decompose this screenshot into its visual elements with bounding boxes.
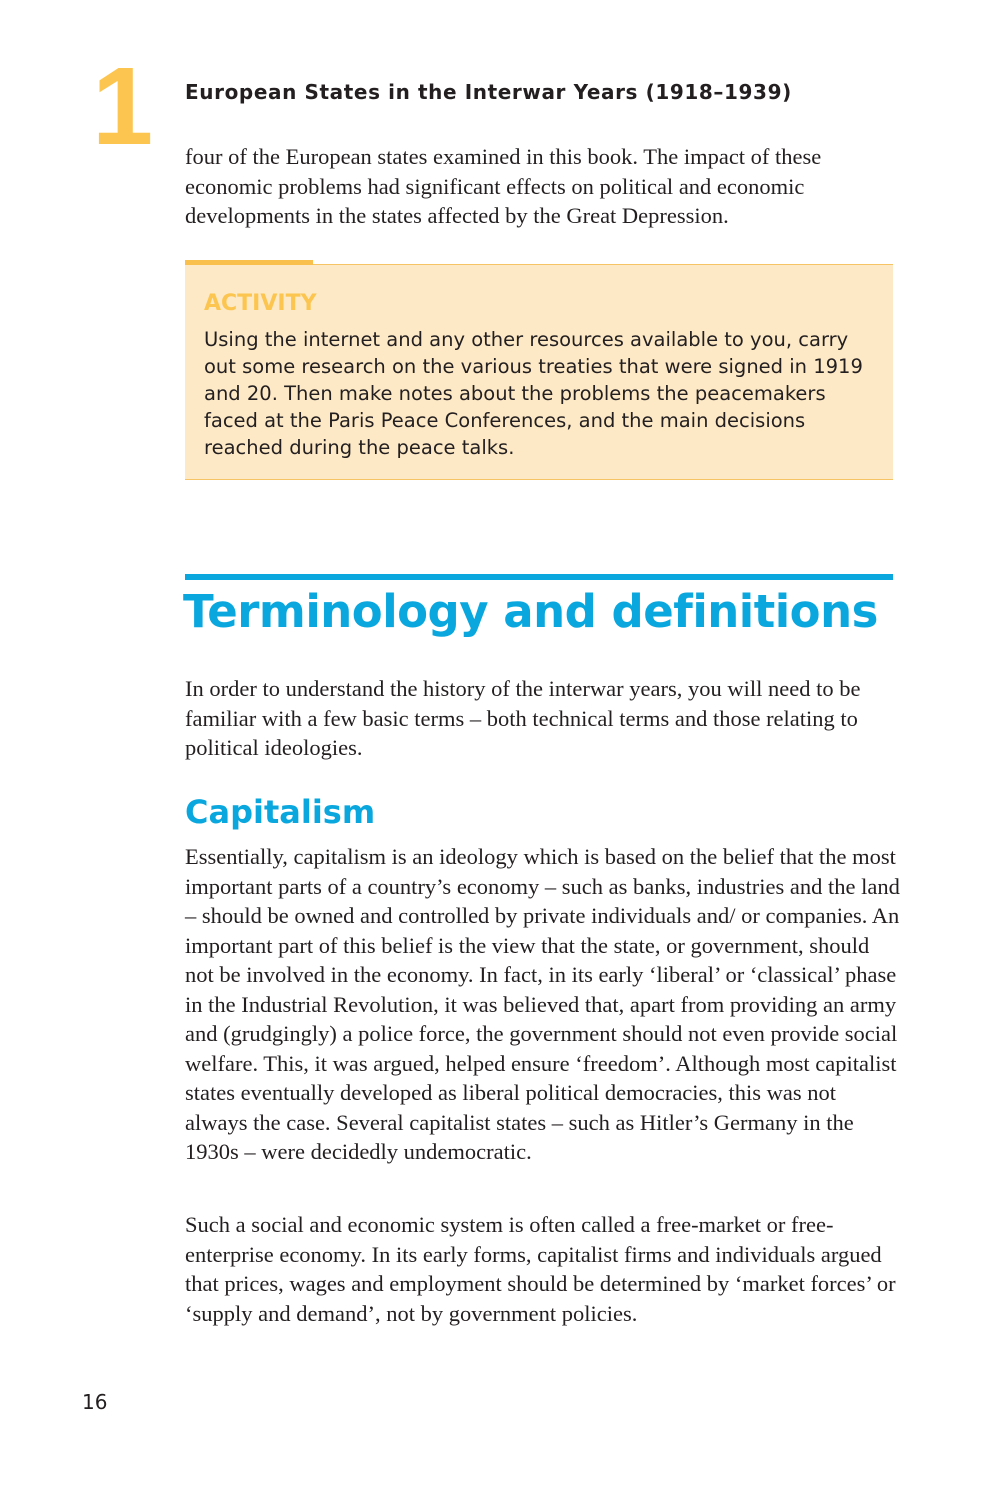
activity-tab-accent [185,260,313,265]
section-paragraph: In order to understand the history of the interwar years, you will need to be familiar with a few basic terms – both technical terms and those relating to political ideologies. [185,676,861,760]
capitalism-paragraph-2: Such a social and economic system is often called a free-market or free-enterprise economy. In its early forms, capitalist firms and individuals argued that prices, wages and employment should be determined by ‘market forces’ or ‘supply and demand’, not by government policies. [185,1212,896,1326]
activity-text: Using the internet and any other resources available to you, carry out some research on the various treaties that were signed in 1919 and 20. Then make notes about the problems the peacemakers faced at the Paris Peace Conferences, and the main decisions reached during the peace talks. [204,328,863,459]
page-number: 16 [82,1390,108,1414]
subsection-title-capitalism: Capitalism [185,793,376,831]
running-head: European States in the Interwar Years (1918–1939) [185,80,792,104]
chapter-number: 1 [92,45,154,168]
activity-box [185,264,893,480]
section-title: Terminology and definitions [183,585,878,638]
activity-label: ACTIVITY [204,291,317,316]
intro-paragraph: four of the European states examined in this book. The impact of these economic problems had significant effects on political and economic developments in the states affected by the Great Depression. [185,144,822,228]
capitalism-paragraph-1: Essentially, capitalism is an ideology which is based on the belief that the most important parts of a country’s economy – such as banks, industries and the land – should be owned and controlled by private individuals and/ or companies. An important part of this belief is the view that the state, or government, should not be involved in the economy. In fact, in its early ‘liberal’ or ‘classical’ phase in the Industrial Revolution, it was believed that, apart from providing an army and (grudgingly) a police force, the government should not even provide social welfare. This, it was argued, helped ensure ‘freedom’. Although most capitalist states eventually developed as liberal political democracies, this was not always the case. Several capitalist states – such as Hitler’s Germany in the 1930s – were decidedly undemocratic. [185,844,900,1164]
